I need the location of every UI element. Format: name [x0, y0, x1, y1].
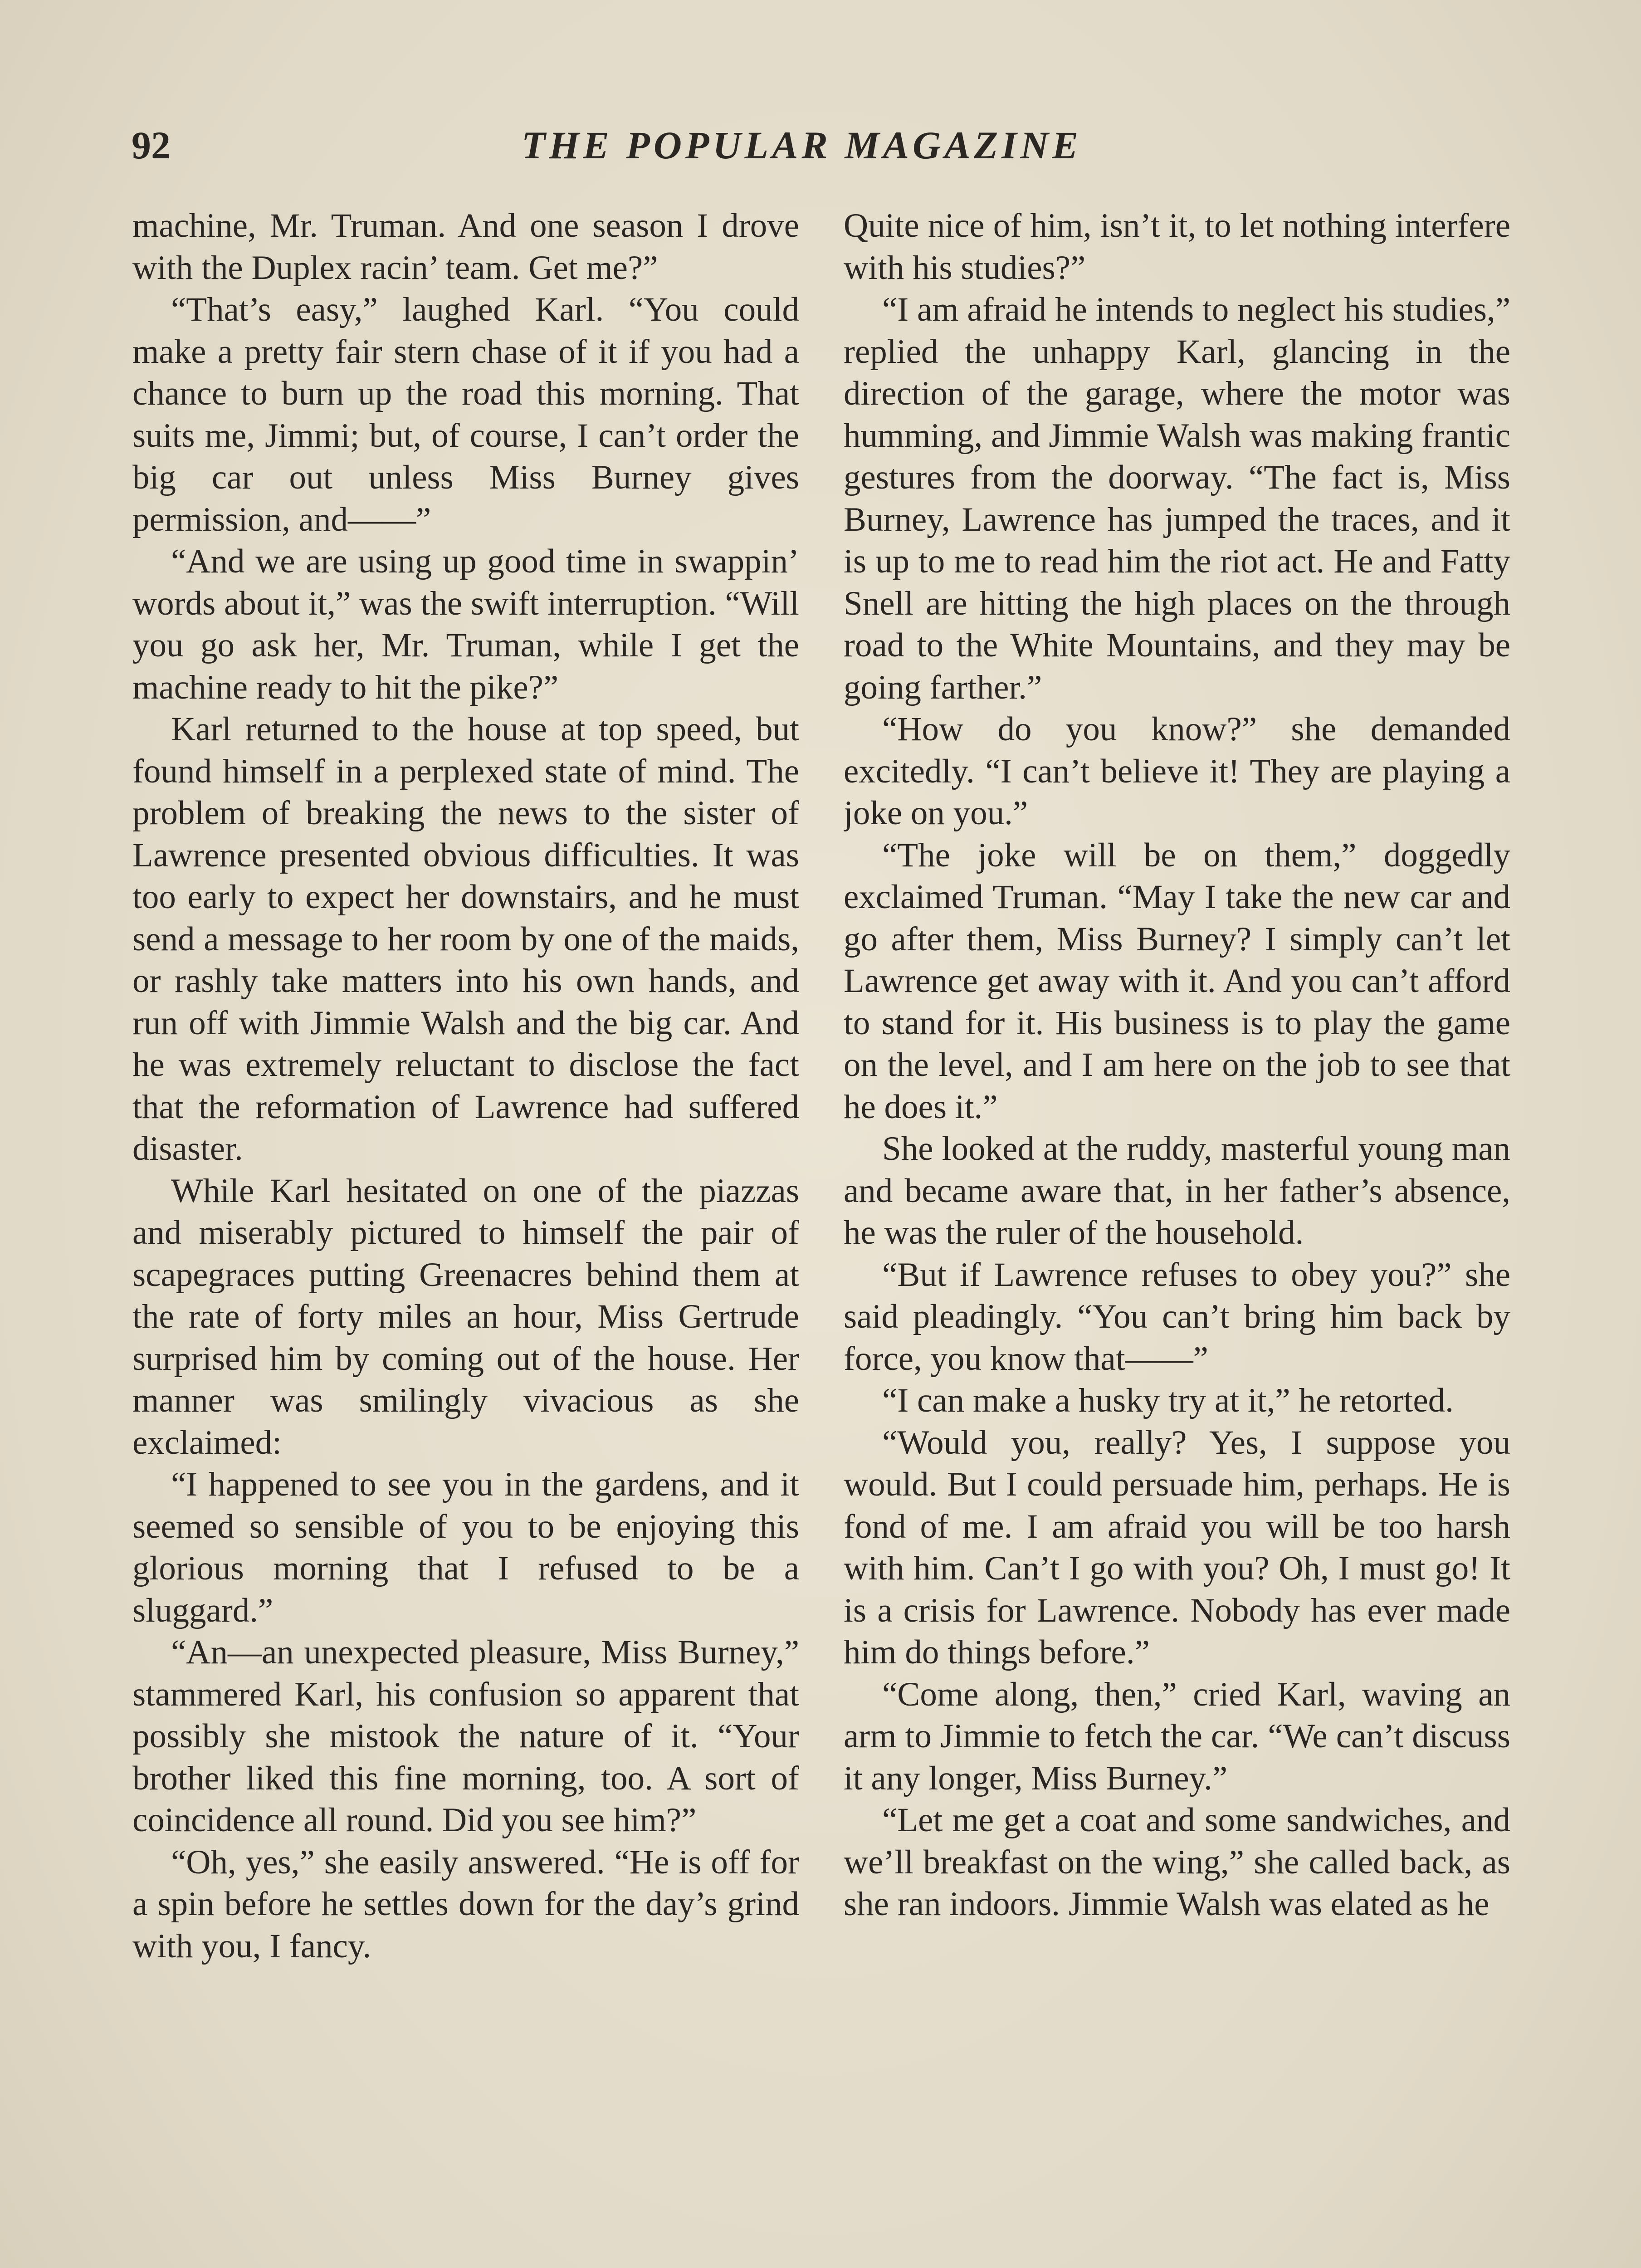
paragraph: “Let me get a coat and some sandwiches, and we’ll breakfast on the wing,” she called back, as she ran indoors. Jimmie Walsh was elated as he	[844, 1801, 1510, 1923]
paragraph: “I am afraid he intends to neglect his studies,” replied the unhappy Karl, glancing in the direction of the garage, where the motor was humming, and Jimmie Walsh was making frantic gestures from the doorway. “The fact is, Miss Burney, Lawrence has jumped the traces, and it is up to me to read him the riot act. He and Fatty Snell are hitting the high places on the through road to the White Mountains, and they may be going farther.”	[844, 291, 1510, 706]
paragraph: “I happened to see you in the gardens, and it seemed so sensible of you to be enjoying this glorious morning that I refused to be a sluggard.”	[132, 1466, 799, 1629]
paragraph: “Come along, then,” cried Karl, waving an arm to Jimmie to fetch the car. “We can’t discuss it any longer, Miss Burney.”	[844, 1675, 1510, 1797]
page-header	[132, 113, 1515, 177]
paragraph: machine, Mr. Truman. And one season I drove with the Duplex racin’ team. Get me?”	[132, 207, 799, 287]
left-column	[132, 205, 799, 2268]
paragraph: “The joke will be on them,” doggedly exclaimed Truman. “May I take the new car and go after them, Miss Burney? I simply can’t let Lawrence get away with it. And you can’t afford to stand for it. His business is to play the game on the level, and I am here on the job to see that he does it.”	[844, 836, 1510, 1126]
paragraph: She looked at the ruddy, masterful young man and became aware that, in her father’s absence, he was the ruler of the household.	[844, 1130, 1510, 1251]
paragraph: “I can make a husky try at it,” he retorted.	[882, 1382, 1454, 1419]
paragraph: “Would you, really? Yes, I suppose you would. But I could persuade him, perhaps. He is fond of me. I am afraid you will be too harsh with him. Can’t I go with you? Oh, I must go! It is a crisis for Lawrence. Nobody has ever made him do things before.”	[844, 1423, 1510, 1671]
page-number: 92	[132, 123, 171, 167]
paragraph: “How do you know?” she demanded excitedly. “I can’t believe it! They are playing a joke on you.”	[844, 710, 1510, 832]
running-title: THE POPULAR MAGAZINE	[522, 123, 1082, 167]
right-column	[844, 205, 1510, 2268]
paragraph: Quite nice of him, isn’t it, to let nothing interfere with his studies?”	[844, 207, 1510, 287]
paragraph: “And we are using up good time in swappin’ words about it,” was the swift interruption. “Will you go ask her, Mr. Truman, while I get the machine ready to hit the pike?”	[132, 543, 799, 706]
paragraph: Karl returned to the house at top speed, but found himself in a perplexed state of mind. The problem of breaking the news to the sister of Lawrence presented obvious difficulties. It was too early to expect her downstairs, and he must send a message to her room by one of the maids, or rashly take matters into his own hands, and run off with Jimmie Walsh and the big car. And he was extremely reluctant to disclose the fact that the reformation of Lawrence had suffered disaster.	[132, 710, 799, 1168]
paragraph: While Karl hesitated on one of the piazzas and miserably pictured to himself the pair of scapegraces putting Greenacres behind them at the rate of forty miles an hour, Miss Gertrude surprised him by coming out of the house. Her manner was smilingly vivacious as she exclaimed:	[132, 1172, 799, 1461]
paragraph: “An—an unexpected pleasure, Miss Burney,” stammered Karl, his confusion so apparent that possibly she mistook the nature of it. “Your brother liked this fine morning, too. A sort of coincidence all round. Did you see him?”	[132, 1633, 799, 1839]
paragraph: “Oh, yes,” she easily answered. “He is off for a spin before he settles down for the day’s grind with you, I fancy.	[132, 1843, 799, 1965]
paragraph: “That’s easy,” laughed Karl. “You could make a pretty fair stern chase of it if you had a chance to burn up the road this morning. That suits me, Jimmi; but, of course, I can’t order the big car out unless Miss Burney gives permission, and——”	[132, 291, 799, 538]
paragraph: “But if Lawrence refuses to obey you?” she said pleadingly. “You can’t bring him back by force, you know that——”	[844, 1256, 1510, 1378]
